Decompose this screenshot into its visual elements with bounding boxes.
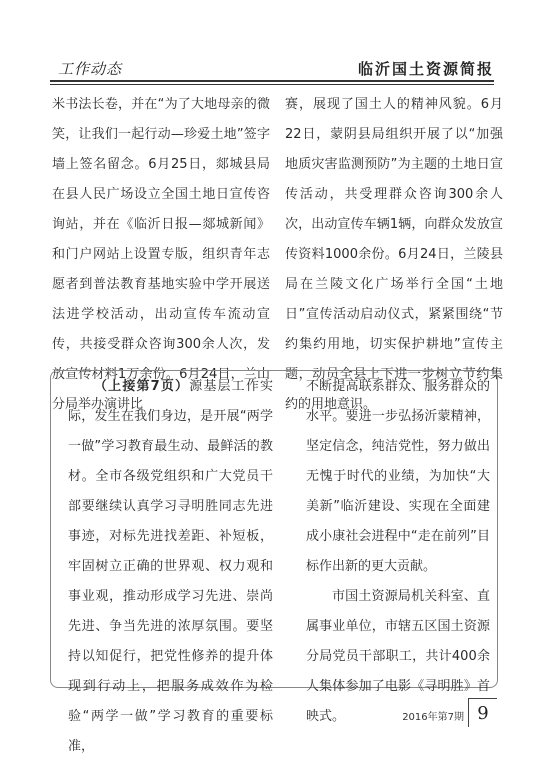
article-paragraph: 不断提高联系群众、服务群众的水平。要进一步弘扬沂蒙精神，坚定信念，纯洁党性，努力做出无愧于时代的业绩，为加快“大美新”临沂建设、实现在全面建成小康社会进程中“走在前列”目标作出新的更大贡献。 bbox=[306, 379, 490, 574]
issue-label: 2016年第7期 bbox=[402, 712, 464, 723]
article-text: 源基层工作实际，发生在我们身边，是开展“两学一做”学习教育最生动、最鲜活的教材。全市各级党组织和广大党员干部要继续认真学习寻明胜同志先进事迹，对标先进找差距、补短板，牢固树立正确的世界观、权力观和事业观，推动形成学习先进、崇尚先进、争当先进的浓厚氛围。要坚持以知促行，把党性修养的提升体现到行动上，把服务成效作为检验“两学一做”学习教育的重要标准， bbox=[68, 379, 273, 754]
article-top-right-column bbox=[285, 90, 503, 412]
article-paragraph: 市国土资源局机关科室、直属事业单位，市辖五区国土资源分局党员干部职工，共计400余人集体参加了电影《寻明胜》首映式。 bbox=[306, 589, 490, 724]
article-paragraph: 米书法长卷，并在“为了大地母亲的微笑，让我们一起行动—珍爱土地”签字墙上签名留念。6月25日，郯城县局在县人民广场设立全国土地日宣传咨询站，并在《临沂日报—郯城新闻》和门户网站上设置专版，组织青年志愿者到普法教育基地实验中学开展送法进学校活动，出动宣传车流动宣传，共接受群众咨询300余人次，发放宣传材料1万余份。6月24日，兰山分局举办演讲比 bbox=[52, 97, 270, 412]
header-rule bbox=[50, 80, 494, 82]
article-paragraph bbox=[68, 372, 273, 762]
continued-from-label: （上接第7页） bbox=[94, 379, 190, 394]
continued-article-left-column bbox=[68, 372, 273, 754]
page-header bbox=[0, 0, 542, 92]
page-number: 9 bbox=[477, 702, 489, 724]
article-paragraph: 赛，展现了国土人的精神风貌。6月22日，蒙阴县局组织开展了以“加强地质灾害监测预防”为主题的土地日宣传活动，共受理群众咨询300余人次，出动宣传车辆1辆，向群众发放宣传资料1000余份。6月24日，兰陵县局在兰陵文化广场举行全国“土地日”宣传活动启动仪式，紧紧围绕“节约集约用地，切实保护耕地”宣传主题，动员全县上下进一步树立节约集约的用地意识。 bbox=[285, 97, 503, 412]
publication-title: 临沂国土资源简报 bbox=[357, 60, 494, 78]
page-number-tab bbox=[468, 698, 497, 727]
section-title: 工作动态 bbox=[58, 60, 123, 78]
header-rule-thin bbox=[50, 84, 494, 85]
